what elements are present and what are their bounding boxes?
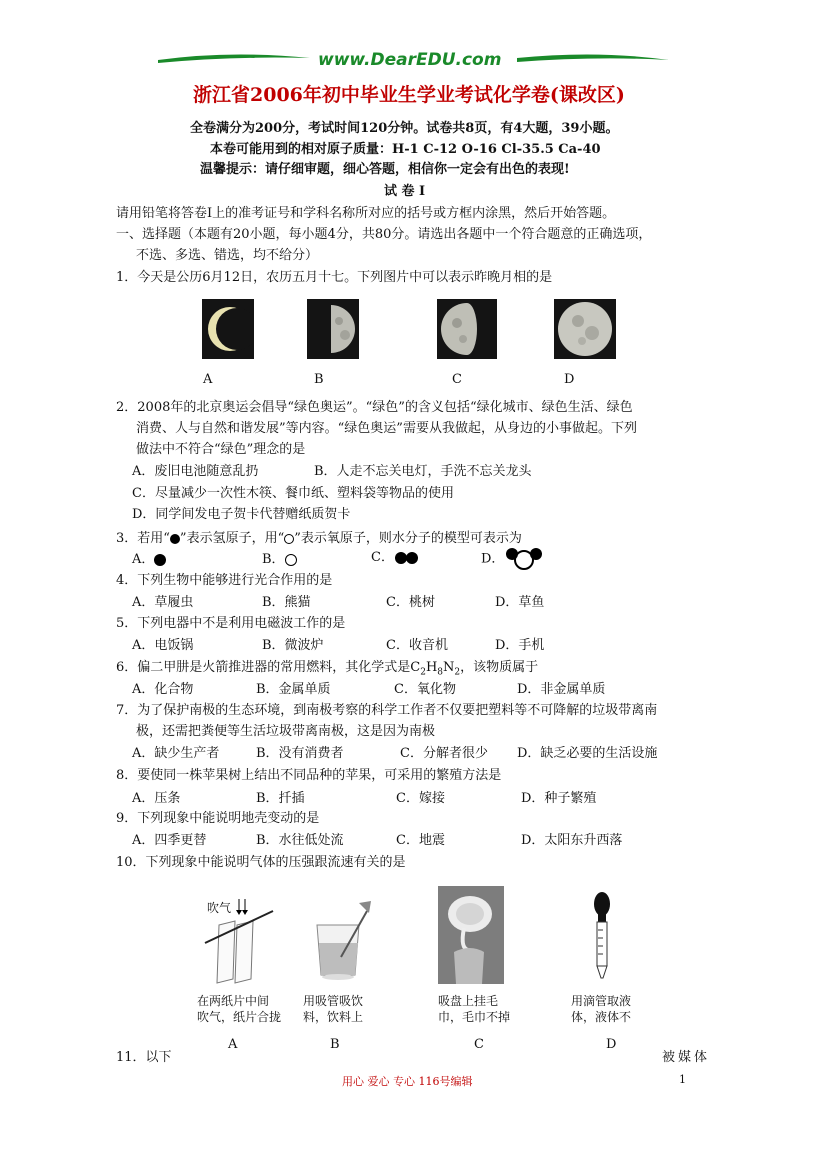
q6-option-b[interactable]: B．金属单质 <box>256 682 331 697</box>
q7-option-a[interactable]: A．缺少生产者 <box>132 746 220 761</box>
q9-option-c[interactable]: C．地震 <box>396 833 445 848</box>
part1-header-cont: 不选、多选、错选，均不给分） <box>136 248 319 263</box>
q7-option-d[interactable]: D．缺乏必要的生活设施 <box>517 746 658 761</box>
q10-label-d: D <box>606 1037 617 1052</box>
q6-option-a[interactable]: A．化合物 <box>132 682 194 697</box>
q10-caption-a-line2: 吹气，纸片合拢 <box>197 1010 282 1024</box>
question-1: 1．今天是公历6月12日，农历五月十七。下列图片中可以表示昨晚月相的是 <box>116 270 553 285</box>
question-4: 4．下列生物中能够进行光合作用的是 <box>116 573 333 588</box>
header-swoosh-left <box>150 46 315 76</box>
q4-option-a[interactable]: A．草履虫 <box>132 595 194 610</box>
q10-caption-d-line1: 用滴管取液 <box>571 994 632 1008</box>
atomic-mass-info: 本卷可能用到的相对原子质量：H-1 C-12 O-16 Cl-35.5 Ca-40 <box>210 142 601 157</box>
question-2: 2．2008年的北京奥运会倡导“绿色奥运”。“绿色”的含义包括“绿化城市、绿色生活、绿色 <box>116 400 633 415</box>
q10-image-c[interactable] <box>438 886 504 984</box>
q3-option-c[interactable] <box>371 546 420 565</box>
hydrogen-atom-icon <box>170 534 180 544</box>
q8-option-a[interactable]: A．压条 <box>132 791 181 806</box>
q5-option-b[interactable]: B．微波炉 <box>262 638 324 653</box>
q7-option-b[interactable]: B．没有消费者 <box>256 746 344 761</box>
q6-sub-h: 8 <box>437 667 444 678</box>
question-5: 5．下列电器中不是利用电磁波工作的是 <box>116 616 346 631</box>
q10-image-b[interactable] <box>303 897 383 985</box>
q10-caption-b-line2: 料，饮料上 <box>303 1010 364 1024</box>
q6-option-c[interactable]: C．氧化物 <box>394 682 456 697</box>
q1-label-d: D <box>564 372 575 387</box>
question-9: 9．下列现象中能说明地壳变动的是 <box>116 811 320 826</box>
oxygen-atom-icon <box>284 534 294 544</box>
q5-option-d[interactable]: D．手机 <box>495 638 545 653</box>
single-hydrogen-model-icon <box>154 554 166 566</box>
q4-option-c[interactable]: C．桃树 <box>386 595 435 610</box>
q6-n: N <box>443 660 455 675</box>
question-6 <box>116 656 538 678</box>
q10-caption-a-line1: 在两纸片中间 <box>197 994 270 1008</box>
instructions: 请用铅笔将答卷Ⅰ上的准考证号和学科名称所对应的括号或方框内涂黑，然后开始答题。 <box>116 206 616 221</box>
question-8: 8．要使同一株苹果树上结出不同品种的苹果，可采用的繁殖方法是 <box>116 768 502 783</box>
moon-full-image[interactable] <box>554 299 616 359</box>
q10-caption-b <box>303 993 363 1025</box>
section-title: 试 卷 Ⅰ <box>384 184 426 199</box>
q8-option-b[interactable]: B．扦插 <box>256 791 305 806</box>
q10-label-c: C <box>474 1037 484 1052</box>
q5-option-c[interactable]: C．收音机 <box>386 638 448 653</box>
q6-text-end: ，该物质属于 <box>460 660 539 675</box>
q10-caption-b-line1: 用吸管吸饮 <box>303 994 364 1008</box>
q8-option-d[interactable]: D．种子繁殖 <box>521 791 597 806</box>
q9-option-a[interactable]: A．四季更替 <box>132 833 207 848</box>
q2-option-b[interactable]: B．人走不忘关电灯，手洗不忘关龙头 <box>314 464 532 479</box>
footer-slogan: 用心 爱心 专心 116号编辑 <box>342 1075 473 1088</box>
q10-caption-c-line2: 巾，毛巾不掉 <box>438 1010 511 1024</box>
part1-header: 一、选择题（本题有20小题，每小题4分，共80分。请选出各题中一个符合题意的正确选项， <box>116 227 652 242</box>
q3-option-a-label: A． <box>132 552 155 567</box>
q10-image-a[interactable] <box>197 895 287 985</box>
question-7-line2: 极，还需把粪便等生活垃圾带离南极，这是因为南极 <box>136 724 436 739</box>
q2-option-d[interactable]: D．同学间发电子贺卡代替赠纸质贺卡 <box>132 507 351 522</box>
q10-image-d[interactable] <box>584 890 620 982</box>
water-molecule-model-icon <box>504 546 544 572</box>
q6-text: 6．偏二甲肼是火箭推进器的常用燃料，其化学式是C <box>116 660 421 675</box>
q1-label-a: A <box>203 372 213 387</box>
q2-option-a[interactable]: A．废旧电池随意乱扔 <box>132 464 259 479</box>
question-10: 10．下列现象中能说明气体的压强跟流速有关的是 <box>116 855 406 870</box>
q3-text-2: ”表示氢原子，用“ <box>179 531 285 546</box>
q10-caption-c-line1: 吸盘上挂毛 <box>438 994 499 1008</box>
q3-option-a[interactable] <box>132 548 166 567</box>
q9-option-d[interactable]: D．太阳东升西落 <box>521 833 623 848</box>
q10-caption-a <box>197 993 281 1025</box>
q9-option-b[interactable]: B．水往低处流 <box>256 833 344 848</box>
question-7: 7．为了保护南极的生态环境，到南极考察的科学工作者不仅要把塑料等不可降解的垃圾带离南 <box>116 703 658 718</box>
q3-text-3: ”表示氧原子，则水分子的模型可表示为 <box>294 531 522 546</box>
question-2-line3: 做法中不符合“绿色”理念的是 <box>136 442 306 457</box>
header-swoosh-right <box>512 46 677 76</box>
q3-option-d-label: D． <box>481 551 505 567</box>
q3-option-b-label: B． <box>262 552 285 567</box>
q6-sub-c: 2 <box>420 667 426 678</box>
q7-option-c[interactable]: C．分解者很少 <box>400 746 488 761</box>
moon-gibbous-image[interactable] <box>437 299 497 359</box>
q3-option-c-label: C． <box>371 550 394 565</box>
q3-option-d[interactable] <box>481 546 544 572</box>
blow-label: 吹气 <box>207 901 232 915</box>
q6-option-d[interactable]: D．非金属单质 <box>517 682 606 697</box>
single-oxygen-model-icon <box>285 554 297 566</box>
question-11-end: 被媒体 <box>662 1050 711 1065</box>
page-title: 浙江省2006年初中毕业生学业考试化学卷(课改区) <box>193 84 625 106</box>
q2-option-c[interactable]: C．尽量减少一次性木筷、餐巾纸、塑料袋等物品的使用 <box>132 486 454 501</box>
q10-caption-d <box>571 993 631 1025</box>
q3-text-1: 3．若用“ <box>116 531 170 546</box>
q4-option-b[interactable]: B．熊猫 <box>262 595 311 610</box>
q10-label-b: B <box>330 1037 340 1052</box>
page-number: 1 <box>679 1073 686 1086</box>
q8-option-c[interactable]: C．嫁接 <box>396 791 445 806</box>
moon-half-image[interactable] <box>307 299 359 359</box>
exam-info: 全卷满分为200分，考试时间120分钟。试卷共8页，有4大题，39小题。 <box>190 121 619 136</box>
site-logo-text[interactable]: www.DearEDU.com <box>318 50 502 70</box>
moon-crescent-image[interactable] <box>202 299 254 359</box>
q10-caption-d-line2: 体，液体不 <box>571 1010 632 1024</box>
q10-label-a: A <box>228 1037 238 1052</box>
q6-sub-n: 2 <box>454 667 461 678</box>
q10-caption-c <box>438 993 510 1025</box>
warm-tip: 温馨提示：请仔细审题，细心答题，相信你一定会有出色的表现! <box>200 162 570 177</box>
q1-label-b: B <box>314 372 324 387</box>
hydrogen-molecule-model-icon <box>394 551 420 565</box>
question-3 <box>116 527 522 546</box>
q4-option-d[interactable]: D．草鱼 <box>495 595 545 610</box>
question-2-line2: 消费、人与自然和谐发展”等内容。“绿色奥运”需要从我做起，从身边的小事做起。下列 <box>136 421 637 436</box>
q5-option-a[interactable]: A．电饭锅 <box>132 638 194 653</box>
question-11-start: 11．以下 <box>116 1050 172 1065</box>
q3-option-b[interactable] <box>262 548 297 567</box>
q1-label-c: C <box>452 372 462 387</box>
q6-h: H <box>425 660 438 675</box>
